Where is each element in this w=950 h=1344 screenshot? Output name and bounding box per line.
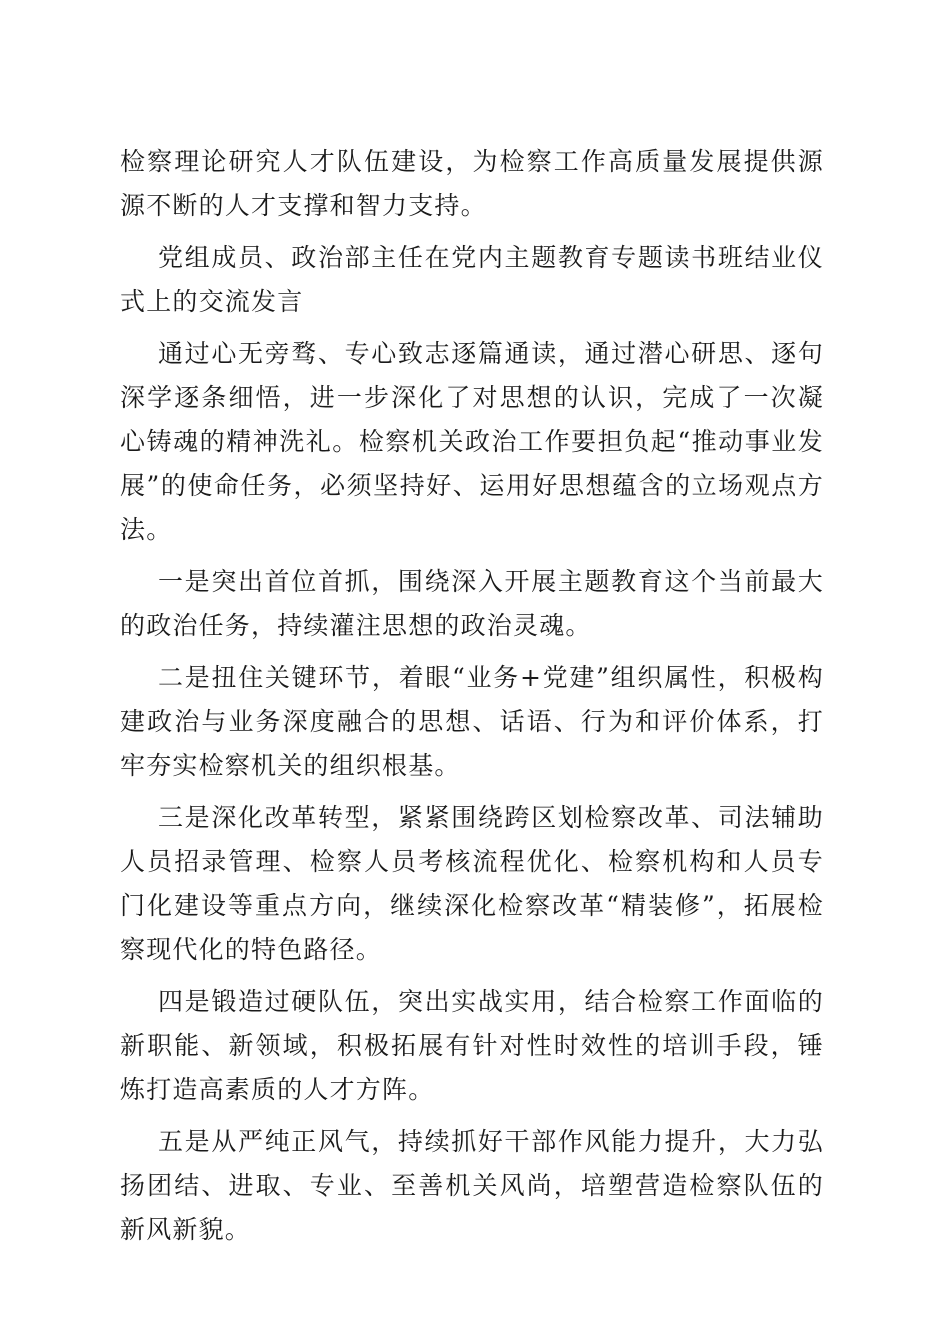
paragraph-point-5: 五是从严纯正风气，持续抓好干部作风能力提升，大力弘扬团结、进取、专业、至善机关风尚，培塑营造检察队伍的新风新貌。: [120, 1127, 824, 1244]
paragraph-point-3: 三是深化改革转型，紧紧围绕跨区划检察改革、司法辅助人员招录管理、检察人员考核流程优化、检察机构和人员专门化建设等重点方向，继续深化检察改革“精装修”，拓展检察现代化的特色路径。: [120, 803, 824, 964]
paragraph-intro: 通过心无旁骛、专心致志逐篇通读，通过潜心研思、逐句深学逐条细悟，进一步深化了对思想的认识，完成了一次凝心铸魂的精神洗礼。检察机关政治工作要担负起“推动事业发展”的使命任务，必须坚持好、运用好思想蕴含的立场观点方法。: [120, 339, 824, 544]
paragraph-continuation: 检察理论研究人才队伍建设，为检察工作高质量发展提供源源不断的人才支撑和智力支持。: [120, 147, 824, 220]
paragraph-point-1: 一是突出首位首抓，围绕深入开展主题教育这个当前最大的政治任务，持续灌注思想的政治灵魂。: [120, 567, 824, 640]
paragraph-point-4: 四是锻造过硬队伍，突出实战实用，结合检察工作面临的新职能、新领域，积极拓展有针对性时效性的培训手段，锤炼打造高素质的人才方阵。: [120, 987, 824, 1104]
paragraph-point-2: 二是扭住关键环节，着眼“业务+党建”组织属性，积极构建政治与业务深度融合的思想、话语、行为和评价体系，打牢夯实检察机关的组织根基。: [120, 663, 824, 780]
speech-title: 党组成员、政治部主任在党内主题教育专题读书班结业仪式上的交流发言: [120, 243, 824, 316]
document-body: [120, 140, 824, 1260]
